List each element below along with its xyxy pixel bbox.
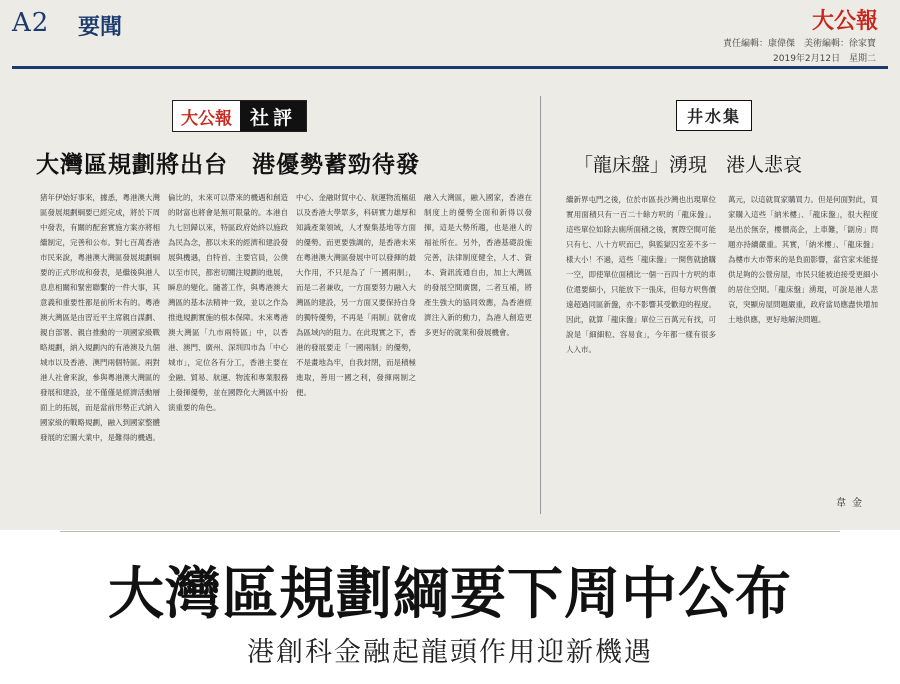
issue-date: 2019年2月12日: [773, 54, 841, 64]
section-separator: [60, 531, 840, 532]
column-divider: [540, 96, 541, 514]
newspaper-logo: 大公報: [811, 9, 878, 34]
editor-credits: 責任編輯：康偉傑 美術編輯：徐家寶: [722, 39, 876, 49]
column-author: 韋金: [836, 498, 868, 509]
column-text-2: 萬元，以這就買家購買力。但是何面對此，買家購入這些「納米樓」、「龍床盤」，很大程度是出於無奈，樓價高企，上車難，「劏房」問題亦持續嚴重。其實，「納米樓」、「龍床盤」為樓市大市帶來的是負面影響，當官家未能提供足夠的公營房屋，市民只能被迫接受更細小的居住空間。「龍床盤」湧現，可說是港人悲哀，突顯房屋問題嚴重，政府當局應盡快增加土地供應，更好地解決問題。: [728, 195, 878, 324]
editorial-column-1: 猪年伊始好事來，據悉，粵港澳大灣區發展規劃綱要已經完成，將於下周中發表，有關的配套實施方案亦將相繼制定，完善和公布。對七百萬香港市民來說，粵港澳大灣區發展規劃綱要的正式形成和發表，是繼後與港人息息相關和緊密聯繫的一件大事，其意義和重要性都是前所未有的。粵港澳大灣區是由習近平主席親自謀劃、親自部署、親自推動的一項國家級戰略規劃，納入規劃內的有港澳及九個城市以及香港、澳門兩個特區。兩對港人社會來說，參與粵港澳大灣區的發展和建設，並不僅僅是經濟活動層面上的拓展，而是當前形勢正式納入國家級的戰略規劃，融入到國家整體發展的宏圖大業中，是難得的機遇。: [40, 193, 160, 442]
column-badge: 井水集: [676, 100, 752, 131]
editorial-badge-label: 社評: [240, 101, 306, 131]
page-code: A2: [12, 8, 50, 38]
issue-weekday: 星期二: [848, 54, 876, 64]
column-headline: 「龍床盤」湧現 港人悲哀: [574, 154, 803, 176]
masthead-rule: [12, 66, 888, 69]
feature-headline: 大灣區規劃綱要下周中公布: [108, 562, 792, 627]
feature-subheadline: 港創科金融起龍頭作用迎新機遇: [247, 637, 653, 668]
editorial-column-2: 倫比的，未來可以帶來的機遇和創造的財富也將會是無可限量的。本港自九七回歸以來，特區政府始終以施政為民為念，都以未來的經濟和建設發展與機遇，自特首、主要官員，公僕以至市民，都密切關注規劃的進展，瞬息的變化。隨著工作，與粵港澳大灣區的基本法精神一致，並以之作為推進規劃實施的根本保障。未來粵港澳大灣區「九市兩特區」中，以香港、澳門、廣州、深圳四市為「中心城市」，定位各有分工，香港主要在金融、貿易、航運、物流和專業服務上發揮優勢，並在國際化大灣區中扮演重要的角色。: [168, 193, 288, 412]
dateline: [773, 51, 876, 64]
editorial-badge-logo: 大公報: [173, 101, 240, 131]
editorial-column-3: 中心、金融財貿中心、航運物流樞紐以及香港大學眾多，科研實力雄厚和知識產業領域，人才聚集基地等方面的優勢。而更要強調的，是香港未來在粵港澳大灣區發展中可以發揮的最大作用，不只是為了「一國兩制」，而是二者兼收，一方面要努力融入大灣區的建設，另一方面又要保持自身的獨特優勢，不再是「兩制」就會成為區域內的阻力。在此現實之下，香港的發展要走「一國兩制」的優勢，不是畫地為牢，自我封閉，而是積極進取，善用一國之利，發揮兩制之便。: [296, 193, 416, 397]
editorial-column-4: 融入大灣區，融入國家，香港在制度上的優勢全面和新得以發揮，這是大勢所趨，也是港人的福祉所在。另外，香港基礎設施完善，法律制度健全，人才、資本、資訊流通自由，加上大灣區的發展空間廣闊，二者互補，將產生強大的協同效應，為香港經濟注入新的動力，為港人創造更多更好的就業和發展機會。: [424, 193, 532, 337]
section-title: 要聞: [78, 15, 123, 40]
editorial-headline: 大灣區規劃將出台 港優勢蓄勁待發: [36, 152, 420, 178]
column-text-1: 繼新界屯門之後，位於市區長沙灣也出現單位實用面積只有一百二十餘方呎的「龍床盤」。這些單位如除去廁所面積之後，實際空間可能只有七、八十方呎而已，與監獄囚室差不多一樣大小！不過，這些「龍床盤」一開售就搶購一空，即使單位面積比一個一百四十方呎的車位還要細小，只能放下一張床，但每方呎售價遠超過同區新盤，亦不影響其受歡迎的程度。因此，就算「龍床盤」單位三百萬元有找，可說是「細細粒、容易食」，今年都一樣有很多人入市。: [566, 195, 716, 354]
editorial-badge: [172, 100, 307, 132]
